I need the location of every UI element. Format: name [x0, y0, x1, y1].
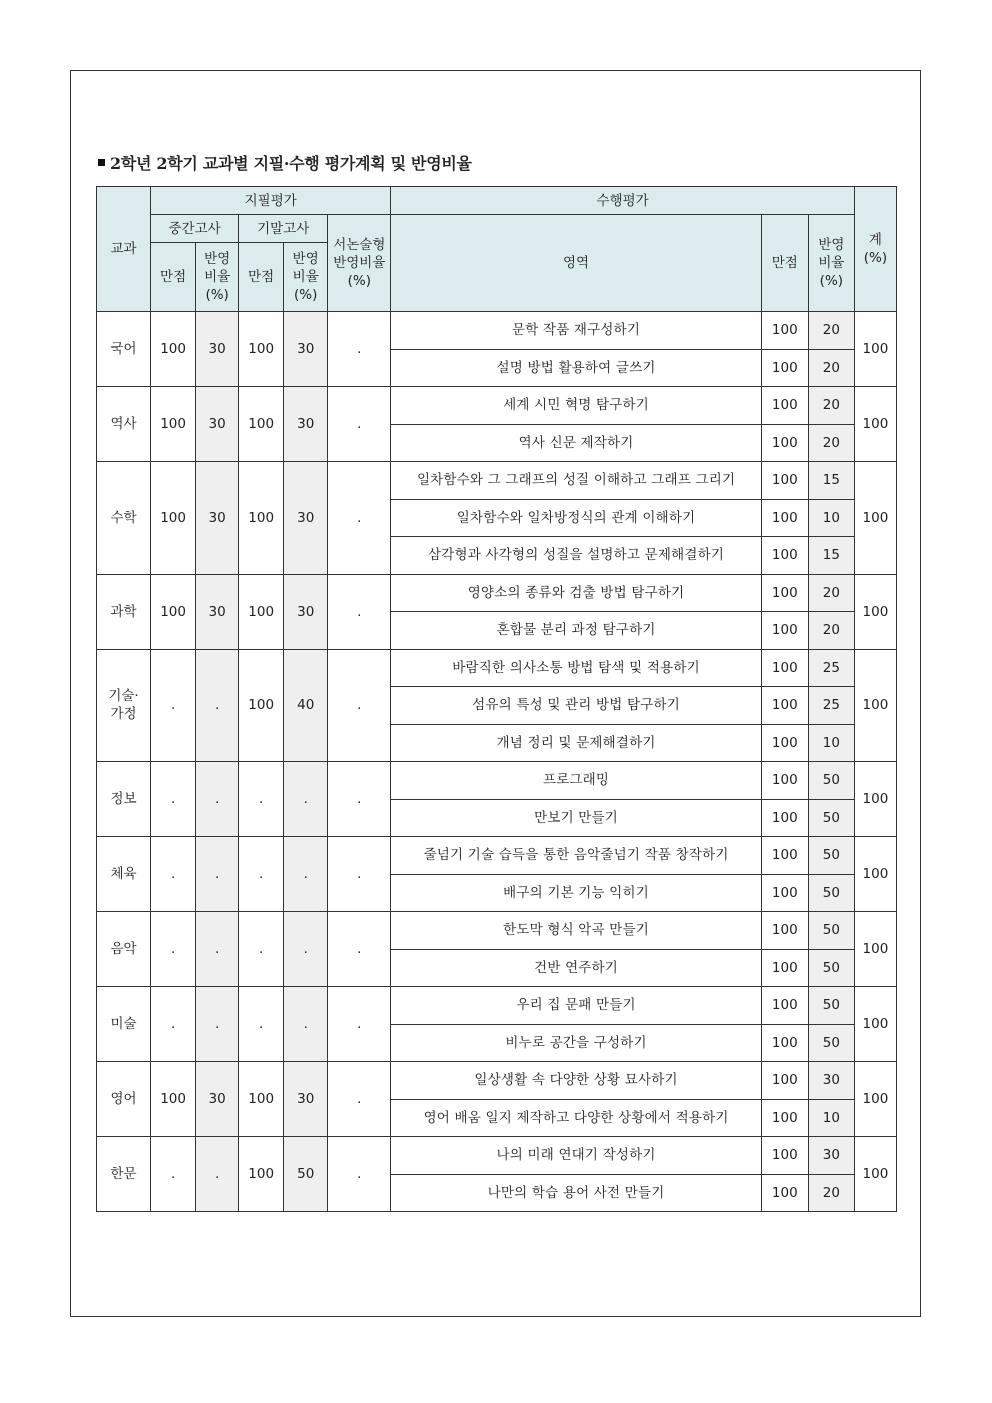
subject-name-cell: 수학 — [97, 462, 151, 575]
title-text: 2학년 2학기 교과별 지필·수행 평가계획 및 반영비율 — [110, 154, 472, 173]
task-area-cell: 세계 시민 혁명 탐구하기 — [391, 387, 761, 425]
final-full-score-cell: . — [239, 987, 284, 1062]
task-area-cell: 한도막 형식 악곡 만들기 — [391, 912, 761, 950]
header-final: 기말고사 — [239, 215, 328, 243]
final-ratio-cell: 30 — [284, 462, 328, 575]
header-total: 계 (%) — [854, 187, 896, 312]
task-full-score-cell: 100 — [761, 649, 808, 687]
subject-total-cell: 100 — [854, 837, 896, 912]
subject-total-cell: 100 — [854, 912, 896, 987]
final-full-score-cell: 100 — [239, 574, 284, 649]
task-area-cell: 줄넘기 기술 습득을 통한 음악줄넘기 작품 창작하기 — [391, 837, 761, 875]
task-ratio-cell: 20 — [808, 574, 854, 612]
final-ratio-cell: 30 — [284, 1062, 328, 1137]
subject-total-cell: 100 — [854, 574, 896, 649]
task-full-score-cell: 100 — [761, 462, 808, 500]
task-full-score-cell: 100 — [761, 1174, 808, 1212]
task-ratio-cell: 50 — [808, 949, 854, 987]
final-ratio-cell: . — [284, 987, 328, 1062]
task-area-cell: 문학 작품 재구성하기 — [391, 312, 761, 350]
essay-ratio-cell: . — [328, 312, 391, 387]
subject-name-cell: 정보 — [97, 762, 151, 837]
table-row — [97, 912, 897, 950]
table-row — [97, 762, 897, 800]
task-ratio-cell: 10 — [808, 1099, 854, 1137]
task-area-cell: 프로그래밍 — [391, 762, 761, 800]
task-full-score-cell: 100 — [761, 724, 808, 762]
task-ratio-cell: 30 — [808, 1062, 854, 1100]
task-full-score-cell: 100 — [761, 612, 808, 650]
task-area-cell: 삼각형과 사각형의 성질을 설명하고 문제해결하기 — [391, 537, 761, 575]
subject-total-cell: 100 — [854, 987, 896, 1062]
task-area-cell: 일상생활 속 다양한 상황 묘사하기 — [391, 1062, 761, 1100]
task-ratio-cell: 10 — [808, 499, 854, 537]
essay-ratio-cell: . — [328, 574, 391, 649]
header-mid-ratio: 반영 비율 (%) — [196, 243, 239, 312]
task-ratio-cell: 25 — [808, 687, 854, 725]
subject-total-cell: 100 — [854, 312, 896, 387]
header-perf-full-score: 만점 — [761, 215, 808, 312]
subject-total-cell: 100 — [854, 1062, 896, 1137]
header-written-exam: 지필평가 — [151, 187, 391, 215]
essay-ratio-cell: . — [328, 462, 391, 575]
task-area-cell: 일차함수와 그 그래프의 성질 이해하고 그래프 그리기 — [391, 462, 761, 500]
essay-ratio-cell: . — [328, 912, 391, 987]
final-full-score-cell: 100 — [239, 312, 284, 387]
essay-ratio-cell: . — [328, 762, 391, 837]
midterm-ratio-cell: . — [196, 762, 239, 837]
midterm-full-score-cell: . — [151, 912, 196, 987]
task-area-cell: 역사 신문 제작하기 — [391, 424, 761, 462]
task-ratio-cell: 50 — [808, 1024, 854, 1062]
final-full-score-cell: . — [239, 837, 284, 912]
subject-total-cell: 100 — [854, 649, 896, 762]
table-row — [97, 462, 897, 500]
task-ratio-cell: 20 — [808, 1174, 854, 1212]
midterm-full-score-cell: 100 — [151, 387, 196, 462]
task-area-cell: 배구의 기본 기능 익히기 — [391, 874, 761, 912]
subject-name-cell: 체육 — [97, 837, 151, 912]
midterm-ratio-cell: . — [196, 649, 239, 762]
header-midterm: 중간고사 — [151, 215, 239, 243]
essay-ratio-cell: . — [328, 649, 391, 762]
task-full-score-cell: 100 — [761, 837, 808, 875]
subject-name-cell: 한문 — [97, 1137, 151, 1212]
midterm-ratio-cell: 30 — [196, 387, 239, 462]
task-area-cell: 영양소의 종류와 검출 방법 탐구하기 — [391, 574, 761, 612]
subject-total-cell: 100 — [854, 762, 896, 837]
task-ratio-cell: 10 — [808, 724, 854, 762]
essay-ratio-cell: . — [328, 1062, 391, 1137]
task-ratio-cell: 30 — [808, 1137, 854, 1175]
task-ratio-cell: 20 — [808, 312, 854, 350]
final-full-score-cell: 100 — [239, 387, 284, 462]
task-full-score-cell: 100 — [761, 1099, 808, 1137]
task-area-cell: 나의 미래 연대기 작성하기 — [391, 1137, 761, 1175]
midterm-ratio-cell: 30 — [196, 312, 239, 387]
midterm-ratio-cell: . — [196, 912, 239, 987]
task-full-score-cell: 100 — [761, 912, 808, 950]
task-area-cell: 개념 정리 및 문제해결하기 — [391, 724, 761, 762]
midterm-ratio-cell: . — [196, 837, 239, 912]
table-row — [97, 387, 897, 425]
table-row — [97, 574, 897, 612]
task-area-cell: 영어 배움 일지 제작하고 다양한 상황에서 적용하기 — [391, 1099, 761, 1137]
subject-name-cell: 역사 — [97, 387, 151, 462]
midterm-ratio-cell: 30 — [196, 462, 239, 575]
task-full-score-cell: 100 — [761, 687, 808, 725]
header-fin-ratio: 반영 비율 (%) — [284, 243, 328, 312]
final-full-score-cell: . — [239, 912, 284, 987]
task-full-score-cell: 100 — [761, 537, 808, 575]
task-full-score-cell: 100 — [761, 424, 808, 462]
task-area-cell: 우리 집 문패 만들기 — [391, 987, 761, 1025]
task-full-score-cell: 100 — [761, 349, 808, 387]
task-ratio-cell: 25 — [808, 649, 854, 687]
final-full-score-cell: 100 — [239, 1137, 284, 1212]
midterm-full-score-cell: . — [151, 987, 196, 1062]
header-fin-full-score: 만점 — [239, 243, 284, 312]
task-area-cell: 일차함수와 일차방정식의 관계 이해하기 — [391, 499, 761, 537]
header-performance: 수행평가 — [391, 187, 855, 215]
header-perf-ratio: 반영 비율 (%) — [808, 215, 854, 312]
table-row — [97, 1137, 897, 1175]
task-full-score-cell: 100 — [761, 799, 808, 837]
table-body — [97, 312, 897, 1212]
final-full-score-cell: . — [239, 762, 284, 837]
page-title — [98, 151, 472, 174]
table-header — [97, 187, 897, 312]
task-full-score-cell: 100 — [761, 987, 808, 1025]
task-ratio-cell: 50 — [808, 799, 854, 837]
subject-name-cell: 기술· 가정 — [97, 649, 151, 762]
midterm-full-score-cell: 100 — [151, 312, 196, 387]
subject-total-cell: 100 — [854, 462, 896, 575]
task-ratio-cell: 20 — [808, 424, 854, 462]
task-full-score-cell: 100 — [761, 874, 808, 912]
essay-ratio-cell: . — [328, 987, 391, 1062]
task-full-score-cell: 100 — [761, 949, 808, 987]
final-ratio-cell: 50 — [284, 1137, 328, 1212]
task-ratio-cell: 50 — [808, 987, 854, 1025]
square-bullet-icon — [98, 159, 105, 166]
final-full-score-cell: 100 — [239, 462, 284, 575]
task-ratio-cell: 50 — [808, 912, 854, 950]
final-ratio-cell: 30 — [284, 387, 328, 462]
header-essay-ratio: 서논술형 반영비율 (%) — [328, 215, 391, 312]
task-area-cell: 섬유의 특성 및 관리 방법 탐구하기 — [391, 687, 761, 725]
table-row — [97, 837, 897, 875]
task-ratio-cell: 20 — [808, 349, 854, 387]
header-subject: 교과 — [97, 187, 151, 312]
task-full-score-cell: 100 — [761, 1062, 808, 1100]
final-ratio-cell: . — [284, 762, 328, 837]
task-ratio-cell: 20 — [808, 387, 854, 425]
midterm-full-score-cell: . — [151, 837, 196, 912]
midterm-full-score-cell: 100 — [151, 462, 196, 575]
midterm-ratio-cell: 30 — [196, 1062, 239, 1137]
task-area-cell: 나만의 학습 용어 사전 만들기 — [391, 1174, 761, 1212]
essay-ratio-cell: . — [328, 837, 391, 912]
task-full-score-cell: 100 — [761, 574, 808, 612]
midterm-ratio-cell: . — [196, 987, 239, 1062]
subject-name-cell: 미술 — [97, 987, 151, 1062]
task-area-cell: 건반 연주하기 — [391, 949, 761, 987]
task-ratio-cell: 15 — [808, 537, 854, 575]
task-ratio-cell: 50 — [808, 874, 854, 912]
midterm-full-score-cell: . — [151, 649, 196, 762]
task-full-score-cell: 100 — [761, 1024, 808, 1062]
midterm-ratio-cell: 30 — [196, 574, 239, 649]
midterm-full-score-cell: 100 — [151, 574, 196, 649]
task-ratio-cell: 50 — [808, 762, 854, 800]
task-area-cell: 비누로 공간을 구성하기 — [391, 1024, 761, 1062]
table-row — [97, 987, 897, 1025]
task-full-score-cell: 100 — [761, 499, 808, 537]
final-full-score-cell: 100 — [239, 1062, 284, 1137]
header-mid-full-score: 만점 — [151, 243, 196, 312]
midterm-full-score-cell: . — [151, 1137, 196, 1212]
subject-name-cell: 영어 — [97, 1062, 151, 1137]
midterm-full-score-cell: 100 — [151, 1062, 196, 1137]
midterm-full-score-cell: . — [151, 762, 196, 837]
task-full-score-cell: 100 — [761, 762, 808, 800]
evaluation-table — [96, 186, 897, 1212]
final-ratio-cell: 30 — [284, 312, 328, 387]
final-ratio-cell: 30 — [284, 574, 328, 649]
final-ratio-cell: . — [284, 912, 328, 987]
task-area-cell: 만보기 만들기 — [391, 799, 761, 837]
task-area-cell: 설명 방법 활용하여 글쓰기 — [391, 349, 761, 387]
task-area-cell: 바람직한 의사소통 방법 탐색 및 적용하기 — [391, 649, 761, 687]
final-ratio-cell: . — [284, 837, 328, 912]
subject-name-cell: 국어 — [97, 312, 151, 387]
subject-total-cell: 100 — [854, 1137, 896, 1212]
task-ratio-cell: 20 — [808, 612, 854, 650]
header-area: 영역 — [391, 215, 761, 312]
final-ratio-cell: 40 — [284, 649, 328, 762]
table-row — [97, 312, 897, 350]
task-area-cell: 혼합물 분리 과정 탐구하기 — [391, 612, 761, 650]
essay-ratio-cell: . — [328, 387, 391, 462]
essay-ratio-cell: . — [328, 1137, 391, 1212]
task-full-score-cell: 100 — [761, 312, 808, 350]
task-ratio-cell: 50 — [808, 837, 854, 875]
final-full-score-cell: 100 — [239, 649, 284, 762]
subject-total-cell: 100 — [854, 387, 896, 462]
task-ratio-cell: 15 — [808, 462, 854, 500]
midterm-ratio-cell: . — [196, 1137, 239, 1212]
task-full-score-cell: 100 — [761, 387, 808, 425]
subject-name-cell: 음악 — [97, 912, 151, 987]
table-row — [97, 649, 897, 687]
task-full-score-cell: 100 — [761, 1137, 808, 1175]
table-row — [97, 1062, 897, 1100]
subject-name-cell: 과학 — [97, 574, 151, 649]
